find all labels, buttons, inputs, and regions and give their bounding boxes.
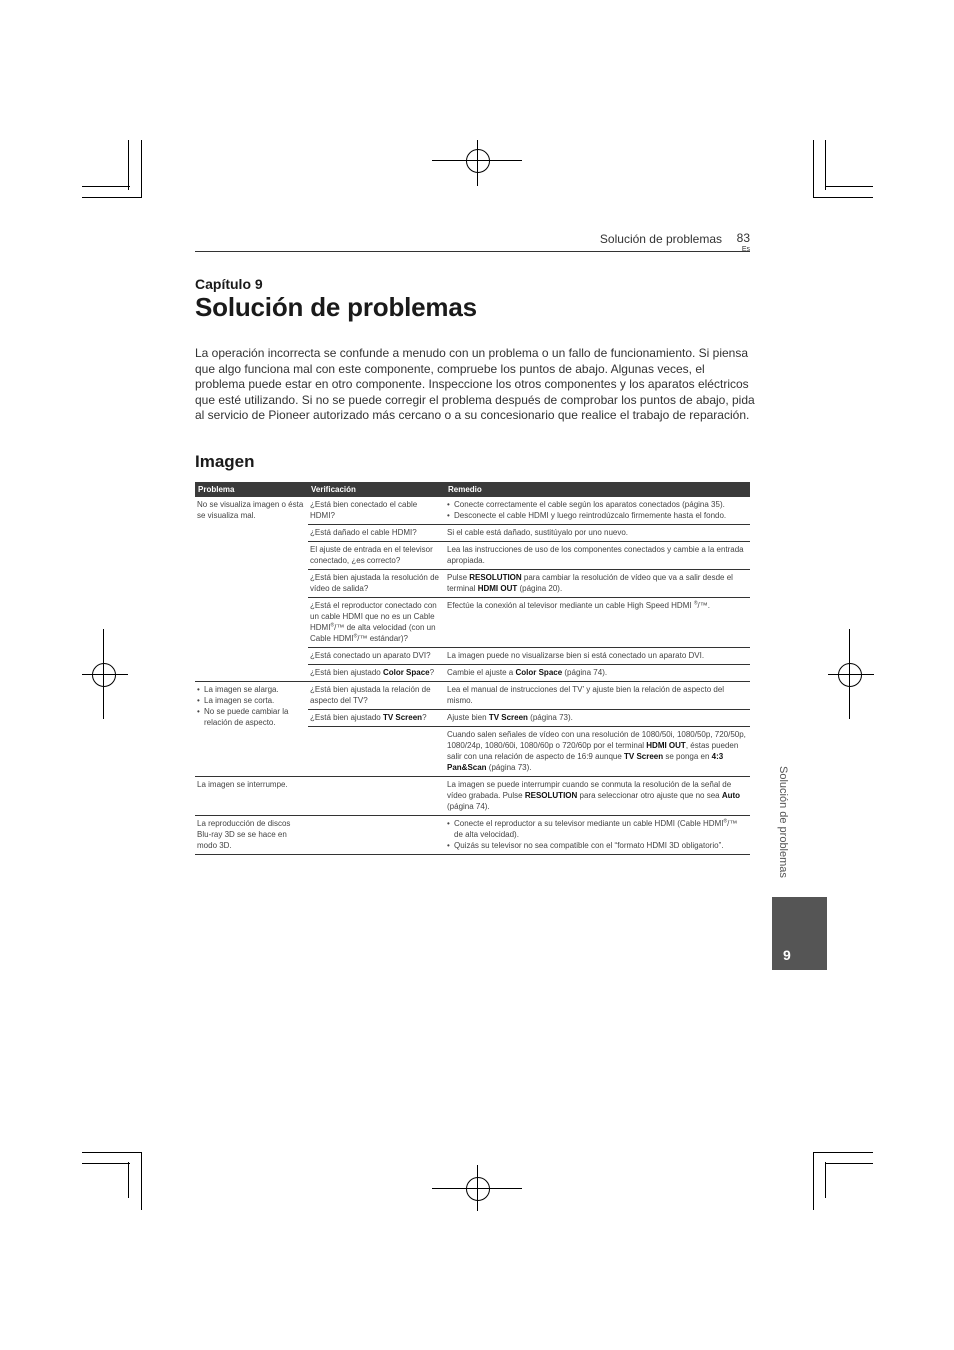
section-title: Imagen bbox=[195, 452, 255, 471]
check-cell: ¿Está dañado el cable HDMI? bbox=[308, 525, 445, 542]
check-cell: El ajuste de entrada en el televisor conectado, ¿es correcto? bbox=[308, 542, 445, 570]
chapter-tab-number: 9 bbox=[783, 947, 791, 963]
header-verificacion: Verificación bbox=[308, 482, 445, 497]
check-cell: ¿Está bien ajustado Color Space? bbox=[308, 665, 445, 682]
check-cell: ¿Está el reproductor conectado con un cable HDMI que no es un Cable HDMI®/™ de alta velocidad (con un Cable HDMI®/™ estándar)? bbox=[308, 598, 445, 648]
running-header bbox=[195, 231, 750, 252]
running-title: Solución de problemas bbox=[599, 232, 722, 246]
side-label-text: Solución de problemas bbox=[777, 766, 789, 878]
remedy-cell bbox=[445, 497, 750, 525]
side-section-label bbox=[765, 766, 805, 896]
remedy-cell: Lea las instrucciones de uso de los componentes conectados y cambie a la entrada apropiada. bbox=[445, 542, 750, 570]
problem-cell: La reproducción de discos Blu-ray 3D se se hace en modo 3D. bbox=[195, 816, 308, 855]
check-cell: ¿Está bien ajustada la resolución de vídeo de salida? bbox=[308, 570, 445, 598]
list-item: • Quizás su televisor no sea compatible con el “formato HDMI 3D obligatorio”. bbox=[447, 840, 748, 851]
table-row bbox=[195, 497, 750, 525]
chapter-tab bbox=[772, 897, 827, 970]
chapter-label: Capítulo 9 bbox=[195, 276, 263, 292]
remedy-cell: La imagen puede no visualizarse bien si está conectado un aparato DVI. bbox=[445, 648, 750, 665]
problem-cell: No se visualiza imagen o ésta se visualiza mal. bbox=[195, 497, 308, 682]
remedy-cell: Lea el manual de instrucciones del TV’ y ajuste bien la relación de aspecto del mismo. bbox=[445, 682, 750, 710]
table-row bbox=[195, 816, 750, 855]
troubleshooting-table bbox=[195, 482, 750, 855]
problem-cell bbox=[195, 682, 308, 777]
remedy-cell: Cambie el ajuste a Color Space (página 74). bbox=[445, 665, 750, 682]
list-item: • No se puede cambiar la relación de aspecto. bbox=[197, 706, 306, 728]
header-remedio: Remedio bbox=[445, 482, 750, 497]
check-cell bbox=[308, 727, 445, 777]
remedy-cell: Cuando salen señales de vídeo con una resolución de 1080/50i, 1080/50p, 720/50p, 1080/24p, 1080/60i, 1080/60p o 720/60p por el terminal HDMI OUT, éstas pueden salir con una relación de aspecto de 16:9 aunque TV Screen se ponga en 4:3 Pan&Scan (página 73). bbox=[445, 727, 750, 777]
page-title: Solución de problemas bbox=[195, 292, 477, 322]
list-item: • Conecte el reproductor a su televisor mediante un cable HDMI (Cable HDMI®/™ de alta velocidad). bbox=[447, 818, 748, 840]
table-row bbox=[195, 682, 750, 710]
check-cell: ¿Está conectado un aparato DVI? bbox=[308, 648, 445, 665]
check-cell: ¿Está bien conectado el cable HDMI? bbox=[308, 497, 445, 525]
list-item: • La imagen se alarga. bbox=[197, 684, 306, 695]
remedy-cell: Si el cable está dañado, sustitúyalo por uno nuevo. bbox=[445, 525, 750, 542]
check-cell bbox=[308, 816, 445, 855]
remedy-cell: Pulse RESOLUTION para cambiar la resolución de vídeo que va a salir desde el terminal HDMI OUT (página 20). bbox=[445, 570, 750, 598]
language-code: Es bbox=[741, 246, 750, 253]
problem-cell: La imagen se interrumpe. bbox=[195, 777, 308, 816]
remedy-cell: La imagen se puede interrumpir cuando se conmuta la resolución de la señal de vídeo grabada. Pulse RESOLUTION para seleccionar otro ajuste que no sea Auto (página 74). bbox=[445, 777, 750, 816]
page-number: 83 bbox=[736, 231, 750, 245]
remedy-cell: Ajuste bien TV Screen (página 73). bbox=[445, 710, 750, 727]
remedy-cell bbox=[445, 816, 750, 855]
list-item: • Conecte correctamente el cable según los aparatos conectados (página 35). bbox=[447, 499, 748, 510]
check-cell bbox=[308, 777, 445, 816]
header-problema: Problema bbox=[195, 482, 308, 497]
list-item: • Desconecte el cable HDMI y luego reintrodúzcalo firmemente hasta el fondo. bbox=[447, 510, 748, 521]
check-cell: ¿Está bien ajustado TV Screen? bbox=[308, 710, 445, 727]
table-header-row bbox=[195, 482, 750, 497]
list-item: • La imagen se corta. bbox=[197, 695, 306, 706]
check-cell: ¿Está bien ajustada la relación de aspecto del TV? bbox=[308, 682, 445, 710]
intro-paragraph: La operación incorrecta se confunde a menudo con un problema o un fallo de funcionamiento. Si piensa que algo funciona mal con este componente, compruebe los puntos de abajo. Algunas veces, el problema puede estar en otro componente. Inspeccione los otros componentes y los aparatos eléctricos que esté utilizando. Si no se puede corregir el problema después de comprobar los puntos de abajo, pida al servicio de Pioneer autorizado más cercano o a su concesionario que realice el trabajo de reparación. bbox=[195, 346, 755, 422]
remedy-cell: Efectúe la conexión al televisor mediante un cable High Speed HDMI ®/™. bbox=[445, 598, 750, 648]
table-row bbox=[195, 777, 750, 816]
